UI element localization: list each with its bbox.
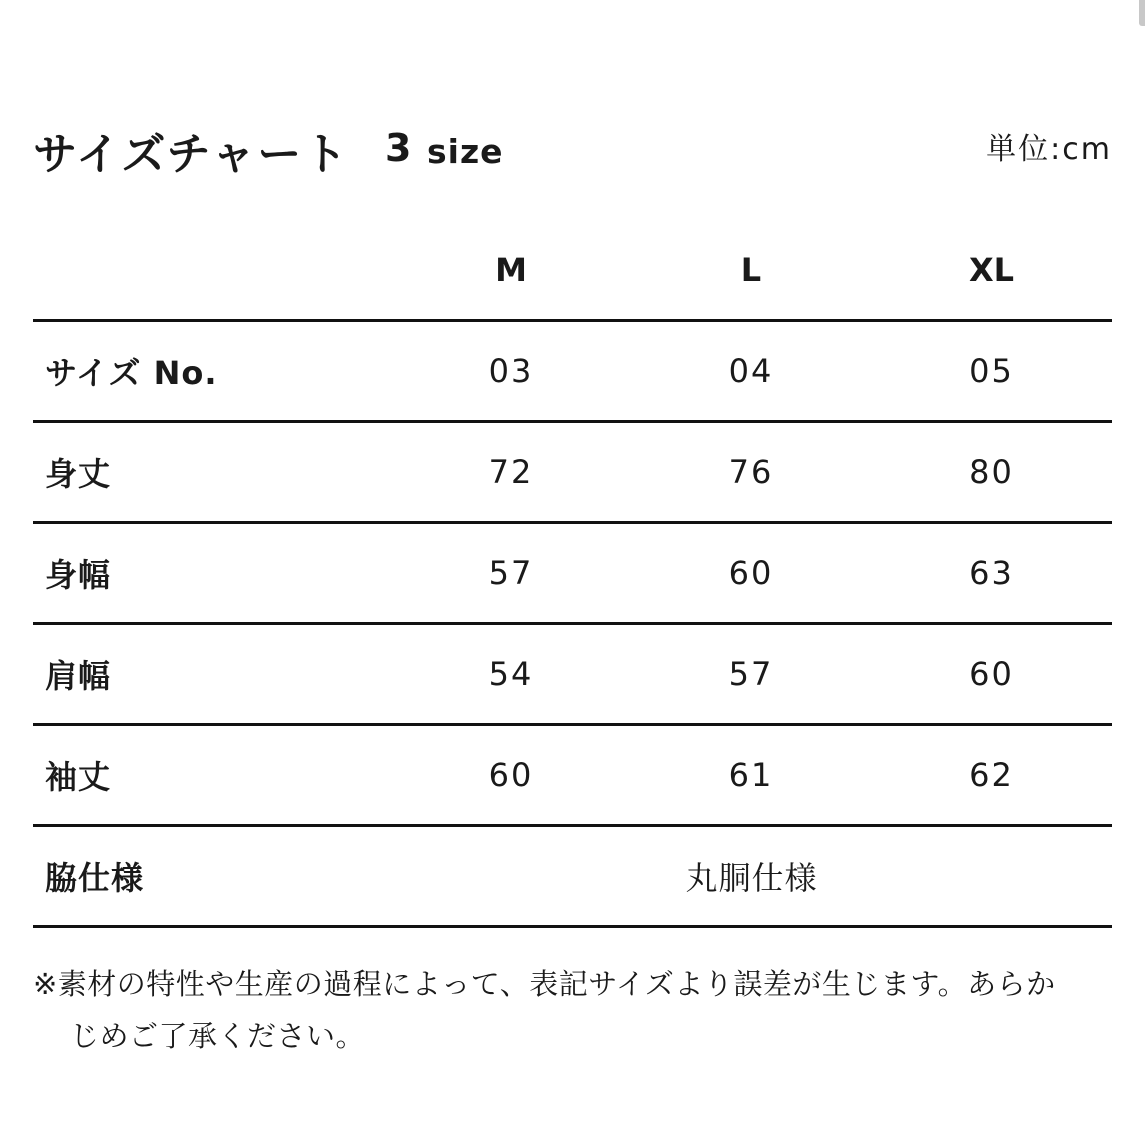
disclaimer-note <box>33 958 1113 1062</box>
size-table <box>33 220 1112 928</box>
table-cell: 57 <box>631 624 871 725</box>
table-row-side-spec <box>33 826 1112 927</box>
table-row-shoulder <box>33 624 1112 725</box>
table-row-sleeve <box>33 725 1112 826</box>
page-title: サイズチャート <box>33 129 350 180</box>
row-label: サイズ No. <box>33 321 391 422</box>
chart-header <box>33 112 1112 182</box>
table-cell: 60 <box>631 523 871 624</box>
table-cell: 72 <box>391 422 631 523</box>
table-cell: 63 <box>871 523 1112 624</box>
header-empty-cell <box>33 220 391 321</box>
size-count-label: size <box>427 132 504 171</box>
table-cell: 76 <box>631 422 871 523</box>
row-label: 袖丈 <box>33 725 391 826</box>
table-cell: 丸胴仕様 <box>391 826 1112 927</box>
row-label: 身丈 <box>33 422 391 523</box>
row-label: 身幅 <box>33 523 391 624</box>
unit-label: 単位:cm <box>986 132 1112 167</box>
scrollbar-indicator[interactable] <box>1139 0 1145 26</box>
table-cell: 60 <box>391 725 631 826</box>
table-cell: 62 <box>871 725 1112 826</box>
table-cell: 05 <box>871 321 1112 422</box>
table-cell: 57 <box>391 523 631 624</box>
table-cell: 03 <box>391 321 631 422</box>
column-header-xl: XL <box>871 220 1112 321</box>
size-count: 3 <box>385 126 412 170</box>
note-line-1: ※素材の特性や生産の過程によって、表記サイズより誤差が生じます。あらか <box>33 967 1056 1001</box>
table-row-size-no <box>33 321 1112 422</box>
table-cell: 80 <box>871 422 1112 523</box>
column-header-l: L <box>631 220 871 321</box>
table-row-width <box>33 523 1112 624</box>
table-cell: 04 <box>631 321 871 422</box>
table-header-row <box>33 220 1112 321</box>
row-label: 肩幅 <box>33 624 391 725</box>
column-header-m: M <box>391 220 631 321</box>
table-row-length <box>33 422 1112 523</box>
note-line-2: じめご了承ください。 <box>70 1019 366 1053</box>
row-label: 脇仕様 <box>33 826 391 927</box>
table-cell: 54 <box>391 624 631 725</box>
table-cell: 60 <box>871 624 1112 725</box>
table-cell: 61 <box>631 725 871 826</box>
